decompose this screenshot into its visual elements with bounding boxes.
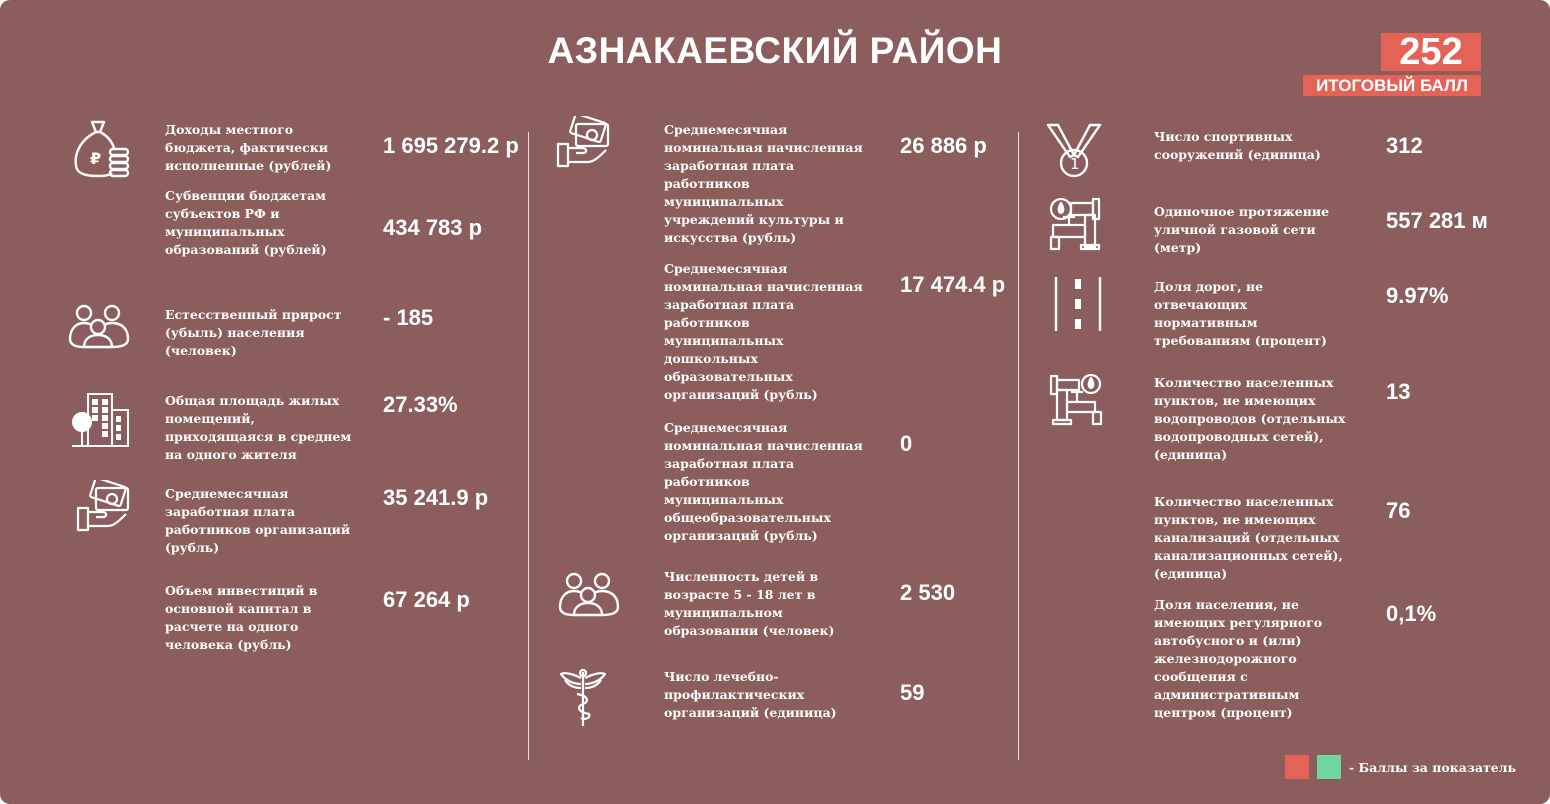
medal-icon: [1044, 121, 1104, 179]
indicator-value: 67 264 р: [383, 587, 470, 612]
indicator-value: 2 530: [900, 580, 956, 605]
total-score-value: 252: [1381, 33, 1481, 71]
page-title: АЗНАКАЕВСКИЙ РАЙОН: [547, 30, 1003, 71]
indicator-label: Среднемесячная заработная плата работников организаций (рубль): [165, 486, 351, 555]
indicator-value: 0: [900, 431, 913, 456]
indicator-value: 0,1%: [1386, 601, 1437, 626]
indicator-label: Количество населенных пунктов, не имеющих канализаций (отдельных канализационных сетей), (единица): [1154, 494, 1343, 581]
indicator-label: Доходы местного бюджета, фактически исполненные (рублей): [165, 122, 332, 173]
indicator-label: Общая площадь жилых помещений, приходящаяся в среднем на одного жителя: [165, 393, 352, 462]
caduceus-icon: [559, 668, 607, 728]
indicator-label: Среднемесячная номинальная начисленная заработная плата работников муниципальных общеобразовательных организаций (рубль): [664, 420, 863, 543]
svg-text:₽: ₽: [90, 149, 102, 168]
indicator-label: Число спортивных сооружений (единица): [1154, 129, 1321, 162]
people-group-icon: [66, 303, 132, 349]
indicator-label: Число лечебно-профилактических организаций (единица): [664, 669, 837, 720]
indicator-label: Естесственный прирост (убыль) населения (человек): [165, 307, 342, 358]
indicator-value: 35 241.9 р: [383, 485, 489, 510]
indicator-label: Доля населения, не имеющих регулярного автобусного и (или) железнодорожного сообщения с административным центром (процент): [1154, 597, 1323, 720]
indicator-value: 27.33%: [383, 392, 458, 417]
indicator-value: 76: [1386, 498, 1411, 523]
salary-hand-icon: [556, 116, 610, 170]
indicator-label: Среднемесячная номинальная начисленная заработная плата работников муниципальных учреждений культуры и искусства (рубль): [664, 122, 863, 245]
water-pipe-icon: [1049, 374, 1103, 428]
indicator-value: 312: [1386, 133, 1423, 158]
indicator-value: 434 783 р: [383, 215, 483, 240]
indicator-label: Субвенции бюджетам субъектов РФ и муниципальных образований (рублей): [165, 188, 327, 257]
column-divider-left: [528, 132, 529, 760]
pipe-valve-icon: [1049, 197, 1103, 251]
indicator-value: 9.97%: [1386, 283, 1449, 308]
salary-hand-icon: [76, 480, 130, 534]
legend-text: - Баллы за показатель: [1349, 760, 1516, 775]
indicator-value: 13: [1386, 379, 1411, 404]
indicator-label: Доля дорог, не отвечающих нормативным требованиям (процент): [1154, 279, 1327, 348]
svg-text:1: 1: [1070, 155, 1080, 173]
column-divider-right: [1018, 132, 1019, 760]
indicator-value: 17 474.4 р: [900, 272, 1006, 297]
total-score-label: ИТОГОВЫЙ БАЛЛ: [1303, 75, 1481, 96]
legend-green-square: [1317, 755, 1341, 779]
indicator-value: 26 886 р: [900, 133, 987, 158]
legend-red-square: [1285, 755, 1309, 779]
building-tree-icon: [70, 390, 130, 448]
indicator-label: Одиночное протяжение уличной газовой сети (метр): [1154, 204, 1330, 255]
indicator-value: - 185: [383, 305, 434, 330]
indicator-label: Объем инвестиций в основной капитал в расчете на одного человека (рубль): [165, 583, 318, 652]
people-group-icon: [556, 571, 622, 617]
indicator-value: 1 695 279.2 р: [383, 133, 519, 158]
indicator-label: Количество населенных пунктов, не имеющих водопроводов (отдельных водопроводных сетей), (единица): [1154, 375, 1346, 462]
road-icon: [1052, 275, 1104, 333]
money-bag-icon: [72, 118, 130, 178]
indicator-value: 59: [900, 680, 925, 705]
indicator-value: 557 281 м: [1386, 208, 1488, 233]
indicator-label: Среднемесячная номинальная начисленная заработная плата работников муниципальных дошкольных образовательных организаций (рубль): [664, 261, 863, 402]
indicator-label: Численность детей в возрасте 5 - 18 лет в муниципальном образовании (человек): [664, 569, 835, 638]
